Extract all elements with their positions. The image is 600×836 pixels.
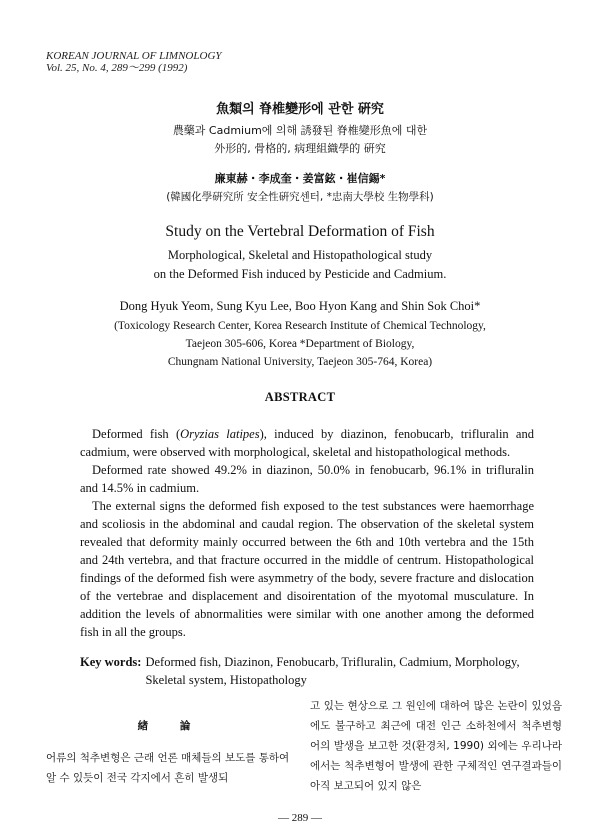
keywords-text: Deformed fish, Diazinon, Fenobucarb, Trifluralin, Cadmium, Morphology, Skeletal system, Histopathology [145, 655, 520, 687]
english-subtitle-line1: Morphological, Skeletal and Histopathological study [167, 248, 433, 262]
abstract-text: ), induced by diazinon, fenobucarb, trifluralin and cadmium, were observed with morphological, skeletal and histopathological methods. [80, 427, 534, 459]
abstract-text: Deformed fish ( [92, 427, 181, 441]
english-title: Study on the Vertebral Deformation of Fish [165, 223, 435, 240]
abstract-paragraph: The external signs the deformed fish exposed to the test substances were haemorrhage and scoliosis in the abdominal and caudal region. The observation of the skeletal system revealed that deformity mainly occurred between the 6th and 10th vertebra and the 15th and 24th vertebra, and that fracture occurred in the middle of centrum. Histopathological findings of the deformed fish were asymmetry of the body, severe fracture and dislocation of the vertebrae and displacement and disoirentation of the myotomal musculature. In addition the levels of abnormalities were similar with one another among the deformed fish in all the groups. [80, 499, 534, 639]
journal-name: KOREAN JOURNAL OF LIMNOLOGY [46, 50, 222, 62]
keywords [80, 653, 534, 689]
english-subtitle-line2: on the Deformed Fish induced by Pesticide and Cadmium. [153, 267, 447, 281]
korean-subtitle-line1: 農藥과 Cadmium에 의해 誘發된 脊椎變形魚에 대한 [172, 124, 428, 137]
english-authors: Dong Hyuk Yeom, Sung Kyu Lee, Boo Hyon Kang and Shin Sok Choi* [119, 299, 481, 313]
abstract-body [80, 425, 534, 641]
korean-title: 魚類의 脊椎變形에 관한 硏究 [216, 102, 384, 117]
species-name: Oryzias latipes [180, 427, 260, 441]
intro-right-column [310, 696, 562, 796]
abstract-paragraph: Deformed rate showed 49.2% in diazinon, 50.0% in fenobucarb, 96.1% in trifluralin and 14.5% in cadmium. [80, 463, 534, 495]
journal-header [46, 50, 222, 74]
abstract-paragraph [80, 425, 534, 461]
introduction-heading: 緖 論 [137, 720, 205, 732]
english-affiliation-line3: Chungnam National University, Taejeon 305-764, Korea) [167, 356, 433, 368]
journal-volume: Vol. 25, No. 4, 289～299 (1992) [46, 62, 188, 74]
korean-subtitle-line2: 外形的, 骨格的, 病理組織學的 硏究 [214, 142, 386, 155]
korean-authors: 廉東赫・李成奎・姜富鉉・崔信錫* [214, 172, 386, 185]
page-number: — 289 — [278, 812, 322, 824]
keywords-label: Key words: [80, 655, 142, 669]
abstract-heading: ABSTRACT [264, 390, 336, 404]
korean-affiliation: (韓國化學硏究所 安全性硏究센터, *忠南大學校 生物學科) [166, 191, 434, 203]
english-affiliation-line1: (Toxicology Research Center, Korea Research Institute of Chemical Technology, [114, 320, 486, 332]
intro-left-column [46, 716, 296, 788]
intro-text-left: 어류의 척추변형은 근래 언론 매체들의 보도를 통하여 알 수 있듯이 전국 각지에서 흔히 발생되 [46, 752, 290, 784]
english-affiliation-line2: Taejeon 305-606, Korea *Department of Biology, [185, 338, 415, 350]
intro-text-right: 고 있는 현상으로 그 원인에 대하여 많은 논란이 있었음에도 불구하고 최근에 대전 인근 소하천에서 척추변형어의 발생을 보고한 것(환경처, 1990) 외에는 우리나라에서는 척추변형어 발생에 관한 구체적인 연구결과들이 아직 보고되어 있지 않은 [310, 700, 562, 792]
